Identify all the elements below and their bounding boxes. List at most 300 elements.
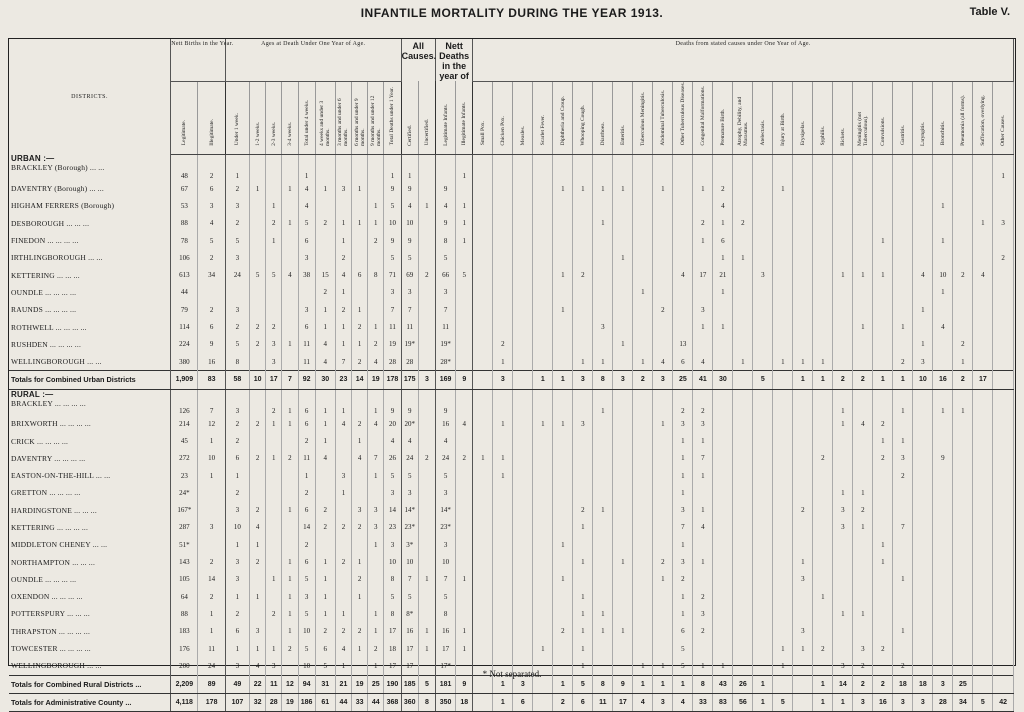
table-cell: 1: [613, 336, 633, 353]
table-cell: 8: [384, 571, 401, 588]
table-cell: 78: [171, 232, 198, 249]
table-cell: 4: [693, 519, 713, 536]
table-cell: 1: [833, 605, 853, 622]
row-label-text: GRETTON ... ... ... ...: [11, 488, 81, 498]
district-name: [9, 180, 171, 197]
table-cell: [853, 284, 873, 301]
row-label-text: TOWCESTER ... ... ... ...: [11, 644, 91, 654]
table-cell: [573, 450, 593, 467]
district-name: [9, 553, 171, 570]
table-cell: [593, 154, 613, 180]
table-cell: 5: [973, 693, 993, 711]
table-cell: 1: [933, 232, 953, 249]
table-cell: [533, 266, 553, 283]
table-cell: 1: [593, 623, 613, 640]
table-cell: 8*: [401, 605, 418, 622]
table-cell: [633, 266, 653, 283]
table-cell: 1: [553, 536, 573, 553]
table-cell: 61: [315, 693, 335, 711]
table-cell: 1: [335, 605, 351, 622]
table-cell: 17: [384, 623, 401, 640]
table-cell: [773, 502, 793, 519]
table-cell: 1: [368, 467, 384, 484]
table-cell: 178: [198, 693, 225, 711]
table-cell: [613, 232, 633, 249]
table-cell: [553, 450, 573, 467]
table-cell: [513, 249, 533, 266]
table-cell: 1: [673, 450, 693, 467]
row-label-text: WELLINGBOROUGH ... ...: [11, 661, 102, 671]
table-cell: 11: [298, 353, 315, 371]
table-cell: [733, 467, 753, 484]
table-cell: 4: [250, 519, 266, 536]
table-cell: 16: [435, 415, 455, 432]
table-cell: 7: [282, 371, 298, 389]
table-cell: 9: [401, 180, 418, 197]
table-cell: [653, 536, 673, 553]
table-cell: [593, 450, 613, 467]
table-cell: [773, 623, 793, 640]
table-cell: 17: [613, 693, 633, 711]
table-cell: 44: [171, 284, 198, 301]
table-cell: [673, 284, 693, 301]
column-header-label: Suffocation, overlying.: [979, 94, 986, 146]
table-cell: [673, 249, 693, 266]
table-cell: [533, 571, 553, 588]
table-cell: [513, 519, 533, 536]
table-cell: [653, 502, 673, 519]
table-cell: [633, 318, 653, 335]
table-cell: 1: [693, 657, 713, 675]
row-label-text: Totals for Combined Urban Districts: [11, 375, 136, 385]
table-cell: [493, 389, 513, 415]
table-cell: 1: [553, 371, 573, 389]
table-cell: 3: [693, 415, 713, 432]
table-cell: 14: [833, 675, 853, 693]
table-cell: [473, 215, 493, 232]
table-cell: [593, 284, 613, 301]
table-cell: [953, 467, 973, 484]
table-cell: 183: [171, 623, 198, 640]
table-cell: [893, 266, 913, 283]
table-cell: 1: [368, 657, 384, 675]
table-cell: [418, 502, 435, 519]
table-cell: [773, 371, 793, 389]
column-header-label: Legitimate.: [181, 120, 188, 146]
table-cell: 11: [298, 450, 315, 467]
table-cell: [593, 640, 613, 657]
table-cell: 1: [793, 353, 813, 371]
table-cell: 6: [198, 318, 225, 335]
table-cell: [913, 318, 933, 335]
table-cell: 1: [493, 693, 513, 711]
table-cell: 1: [713, 284, 733, 301]
table-cell: [953, 588, 973, 605]
table-cell: 1: [793, 640, 813, 657]
table-cell: 10: [401, 553, 418, 570]
table-cell: 1: [456, 232, 473, 249]
table-cell: 41: [693, 371, 713, 389]
table-cell: [613, 588, 633, 605]
table-cell: 1: [315, 432, 335, 449]
table-cell: 169: [435, 371, 455, 389]
district-name: [9, 197, 171, 214]
table-cell: [873, 301, 893, 318]
table-cell: 2: [266, 389, 282, 415]
table-cell: 4,118: [171, 693, 198, 711]
column-header-label: Injury at Birth.: [779, 112, 786, 146]
column-header: [613, 81, 633, 154]
table-cell: [913, 502, 933, 519]
table-cell: [368, 571, 384, 588]
table-cell: [456, 467, 473, 484]
table-cell: 1: [335, 215, 351, 232]
table-cell: [853, 154, 873, 180]
table-cell: 1: [315, 301, 335, 318]
table-cell: 2: [853, 657, 873, 675]
table-cell: [456, 301, 473, 318]
table-cell: 107: [225, 693, 249, 711]
table-cell: 7: [401, 301, 418, 318]
table-cell: 5: [266, 266, 282, 283]
table-cell: [613, 571, 633, 588]
column-header: [335, 81, 351, 154]
column-header: [873, 81, 893, 154]
table-cell: [833, 432, 853, 449]
table-cell: [533, 284, 553, 301]
table-cell: [973, 353, 993, 371]
table-cell: 1: [352, 301, 368, 318]
table-cell: 4: [435, 197, 455, 214]
table-cell: [713, 415, 733, 432]
table-cell: [553, 284, 573, 301]
table-cell: [266, 502, 282, 519]
table-cell: [953, 502, 973, 519]
table-cell: [653, 467, 673, 484]
table-cell: 1: [873, 536, 893, 553]
table-cell: [225, 284, 249, 301]
table-cell: [493, 553, 513, 570]
table-cell: 1: [368, 215, 384, 232]
table-cell: [613, 502, 633, 519]
table-cell: 3: [793, 623, 813, 640]
table-cell: [456, 180, 473, 197]
table-cell: [993, 571, 1014, 588]
table-cell: 1: [893, 623, 913, 640]
table-cell: [973, 318, 993, 335]
table-cell: 5: [315, 657, 335, 675]
table-cell: 83: [713, 693, 733, 711]
table-cell: [853, 197, 873, 214]
table-cell: 1: [893, 432, 913, 449]
column-header-label: Small Pox.: [479, 121, 486, 146]
table-cell: 1: [315, 571, 335, 588]
table-cell: 5: [401, 588, 418, 605]
table-cell: [993, 232, 1014, 249]
table-cell: 368: [384, 693, 401, 711]
table-cell: [933, 553, 953, 570]
table-cell: [613, 353, 633, 371]
table-cell: 28: [933, 693, 953, 711]
table-cell: [473, 484, 493, 501]
table-cell: [573, 536, 593, 553]
table-cell: [853, 450, 873, 467]
table-cell: 1: [813, 353, 833, 371]
table-cell: 1: [493, 415, 513, 432]
table-cell: [853, 571, 873, 588]
table-cell: 9: [933, 450, 953, 467]
table-cell: 3*: [401, 536, 418, 553]
table-cell: [573, 249, 593, 266]
table-cell: 5: [384, 467, 401, 484]
table-cell: 2: [198, 588, 225, 605]
table-cell: 1: [250, 180, 266, 197]
table-cell: 1: [573, 605, 593, 622]
table-cell: 9: [384, 389, 401, 415]
table-cell: 34: [198, 266, 225, 283]
table-cell: [793, 197, 813, 214]
table-cell: 14*: [435, 502, 455, 519]
column-header: [266, 81, 282, 154]
table-cell: 5: [401, 249, 418, 266]
table-cell: [993, 502, 1014, 519]
table-cell: [713, 467, 733, 484]
table-cell: 2: [653, 301, 673, 318]
table-cell: 4: [298, 197, 315, 214]
table-cell: [753, 197, 773, 214]
table-cell: 44: [335, 693, 351, 711]
table-cell: [973, 415, 993, 432]
table-cell: 1: [673, 675, 693, 693]
table-cell: 12: [282, 675, 298, 693]
district-row: [9, 336, 1014, 353]
table-cell: [693, 284, 713, 301]
table-cell: [513, 371, 533, 389]
table-cell: 613: [171, 266, 198, 283]
table-cell: [713, 519, 733, 536]
table-cell: [733, 484, 753, 501]
table-cell: [573, 284, 593, 301]
table-cell: [813, 180, 833, 197]
district-row: [9, 389, 1014, 415]
table-cell: 5: [753, 371, 773, 389]
table-cell: 14: [384, 502, 401, 519]
table-cell: [198, 284, 225, 301]
column-header-label: Rickets.: [839, 127, 846, 146]
table-cell: [613, 284, 633, 301]
table-cell: 3: [613, 371, 633, 389]
table-cell: [633, 467, 653, 484]
table-cell: [713, 336, 733, 353]
table-cell: [418, 519, 435, 536]
table-cell: [993, 336, 1014, 353]
table-cell: 2: [368, 232, 384, 249]
table-cell: [713, 623, 733, 640]
table-cell: [973, 519, 993, 536]
table-cell: 7: [384, 301, 401, 318]
table-cell: 9: [456, 675, 473, 693]
table-cell: [613, 432, 633, 449]
table-cell: [733, 284, 753, 301]
table-cell: [335, 571, 351, 588]
table-cell: [613, 519, 633, 536]
table-cell: 2: [553, 693, 573, 711]
table-cell: [873, 571, 893, 588]
table-cell: [533, 605, 553, 622]
table-cell: [456, 605, 473, 622]
table-cell: 1: [873, 232, 893, 249]
table-cell: 48: [171, 154, 198, 180]
table-cell: [833, 536, 853, 553]
table-cell: 2: [352, 571, 368, 588]
table-cell: [793, 693, 813, 711]
table-cell: 2: [893, 657, 913, 675]
table-cell: 2: [335, 249, 351, 266]
table-cell: [473, 623, 493, 640]
table-cell: [473, 180, 493, 197]
table-cell: 1: [833, 266, 853, 283]
table-cell: 1: [873, 266, 893, 283]
table-cell: [953, 605, 973, 622]
table-cell: [653, 450, 673, 467]
table-cell: [282, 432, 298, 449]
table-cell: [250, 215, 266, 232]
table-cell: 2: [335, 623, 351, 640]
table-cell: [753, 215, 773, 232]
column-header-label: Illegitimate Infants.: [461, 102, 468, 146]
table-cell: [833, 623, 853, 640]
table-cell: 2: [250, 415, 266, 432]
table-cell: 28: [401, 353, 418, 371]
table-cell: 19: [384, 336, 401, 353]
table-cell: 2: [225, 415, 249, 432]
table-cell: [953, 284, 973, 301]
table-cell: 3: [893, 450, 913, 467]
table-cell: 4: [913, 266, 933, 283]
table-cell: 38: [298, 266, 315, 283]
table-cell: [833, 640, 853, 657]
table-cell: [250, 432, 266, 449]
table-cell: [713, 484, 733, 501]
table-cell: 2: [352, 318, 368, 335]
table-cell: [418, 318, 435, 335]
table-cell: 19: [352, 675, 368, 693]
column-header: [793, 81, 813, 154]
table-cell: 1: [693, 467, 713, 484]
district-row: [9, 588, 1014, 605]
column-header-label: Tuberculous Meningitis.: [639, 91, 646, 146]
table-cell: [633, 415, 653, 432]
table-cell: [713, 588, 733, 605]
table-cell: [418, 353, 435, 371]
table-cell: 3: [893, 693, 913, 711]
table-cell: [953, 571, 973, 588]
table-cell: [653, 432, 673, 449]
table-cell: [873, 249, 893, 266]
table-cell: 23: [171, 467, 198, 484]
table-cell: 45: [171, 432, 198, 449]
table-cell: 1: [793, 371, 813, 389]
table-cell: [733, 197, 753, 214]
table-cell: 8: [368, 266, 384, 283]
table-cell: [513, 154, 533, 180]
table-cell: [553, 215, 573, 232]
table-cell: 17: [266, 371, 282, 389]
table-cell: [813, 215, 833, 232]
table-cell: [573, 389, 593, 415]
table-cell: [773, 249, 793, 266]
table-cell: [553, 553, 573, 570]
table-cell: 6: [673, 623, 693, 640]
table-cell: [733, 553, 753, 570]
column-header: [473, 81, 493, 154]
table-cell: [573, 197, 593, 214]
table-cell: 3: [250, 623, 266, 640]
table-cell: [993, 536, 1014, 553]
table-cell: [493, 623, 513, 640]
table-cell: 12: [198, 415, 225, 432]
table-cell: 1: [893, 389, 913, 415]
district-name: [9, 571, 171, 588]
table-cell: 4: [335, 415, 351, 432]
table-cell: [733, 371, 753, 389]
table-cell: 26: [384, 450, 401, 467]
table-cell: [833, 353, 853, 371]
table-cell: [533, 467, 553, 484]
table-cell: 7: [893, 519, 913, 536]
table-cell: 2: [693, 623, 713, 640]
table-cell: 1: [693, 502, 713, 519]
table-cell: [733, 154, 753, 180]
table-cell: 2: [693, 215, 713, 232]
table-cell: [533, 693, 553, 711]
table-cell: [593, 432, 613, 449]
table-cell: [833, 318, 853, 335]
group-header-row: [9, 39, 1014, 81]
row-label-text: DAVENTRY (Borough) ... ...: [11, 184, 104, 194]
table-cell: 6: [352, 266, 368, 283]
table-cell: 5: [298, 640, 315, 657]
table-cell: 1: [833, 389, 853, 415]
table-cell: 5: [298, 215, 315, 232]
table-cell: [513, 484, 533, 501]
table-cell: 18: [384, 640, 401, 657]
table-cell: [473, 371, 493, 389]
table-cell: [633, 450, 653, 467]
table-cell: [733, 623, 753, 640]
table-cell: [933, 215, 953, 232]
table-cell: [573, 432, 593, 449]
table-cell: [493, 571, 513, 588]
table-cell: [653, 605, 673, 622]
table-cell: 1: [493, 467, 513, 484]
table-cell: 6: [225, 450, 249, 467]
district-row: [9, 553, 1014, 570]
table-cell: [833, 180, 853, 197]
table-cell: [653, 623, 673, 640]
table-cell: [573, 301, 593, 318]
table-cell: [813, 336, 833, 353]
table-cell: [533, 553, 553, 570]
table-cell: [713, 640, 733, 657]
table-cell: [713, 536, 733, 553]
table-cell: [493, 284, 513, 301]
table-cell: [250, 389, 266, 415]
table-cell: 13: [673, 336, 693, 353]
table-cell: [653, 389, 673, 415]
table-cell: 2: [893, 467, 913, 484]
table-cell: [352, 154, 368, 180]
